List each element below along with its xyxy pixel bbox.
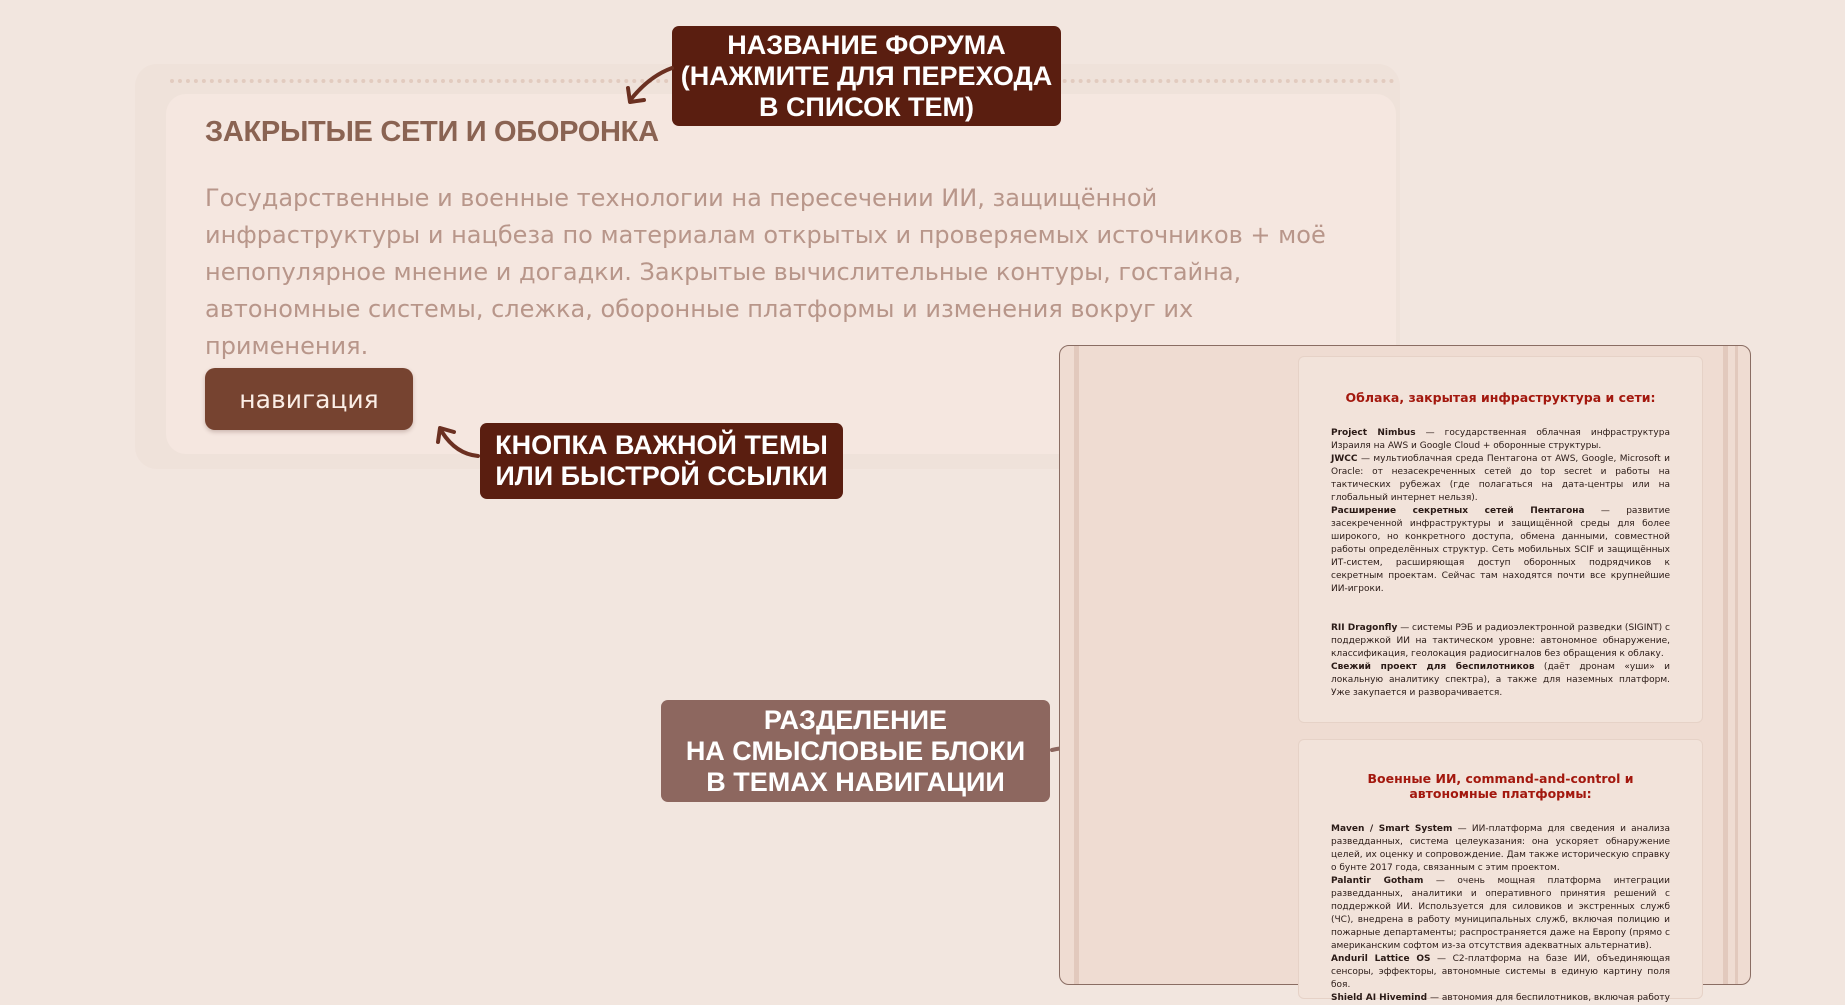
- navigation-topic-preview: [1059, 345, 1751, 1003]
- entry-text: — C2-платформа на базе ИИ, объединяющая сенсоры, эффекторы, автономные системы в единую картину поля боя.: [1331, 954, 1670, 990]
- entry-drone-project: [1331, 661, 1670, 700]
- block-title: Военные ИИ, command-and-control и автономные платформы:: [1367, 771, 1634, 801]
- entry-rii-dragonfly: [1331, 622, 1670, 661]
- entry-name[interactable]: Shield AI Hivemind: [1331, 993, 1428, 1003]
- forum-description: Государственные и военные технологии на пересечении ИИ, защищённой инфраструктуры и нацбеза по материалам открытых и проверяемых источников + моё непопулярное мнение и догадки. Закрытые вычислительные контуры, гостайна, автономные системы, слежка, оборонные платформы и изменения вокруг их применения.: [205, 184, 1326, 360]
- annotation-button-hint: [480, 423, 843, 499]
- entry-text: — ИИ-платформа для сведения и анализа разведданных, система целеуказания: она ускоряет обнаружение целей, их оценку и сопровождение. Дам также историческую справку о бунте 2017 года, связанным с этим проектом.: [1331, 824, 1670, 873]
- entry-maven: [1331, 823, 1670, 875]
- topic-block-military-ai: [1298, 739, 1703, 1003]
- entry-text: — государственная облачная инфраструктура Израиля на AWS и Google Cloud + оборонные структуры.: [1331, 428, 1670, 451]
- entry-project-nimbus: [1331, 427, 1670, 453]
- entry-name[interactable]: JWCC: [1331, 454, 1358, 464]
- entry-text: — системы РЭБ и радиоэлектронной разведки (SIGINT) с поддержкой ИИ на тактическом уровне: автономное обнаружение, классификация, геолокация радиосигналов без обращения к облаку.: [1331, 623, 1670, 659]
- annotation-forum-name-text: НАЗВАНИЕ ФОРУМА (НАЖМИТЕ ДЛЯ ПЕРЕХОДА В СПИСОК ТЕМ): [680, 29, 1053, 122]
- annotation-button-hint-text: КНОПКА ВАЖНОЙ ТЕМЫ ИЛИ БЫСТРОЙ ССЫЛКИ: [495, 430, 828, 491]
- entry-name[interactable]: Project Nimbus: [1331, 428, 1416, 438]
- preview-right-rail: [1723, 346, 1728, 984]
- preview-left-rail: [1074, 346, 1079, 984]
- entry-name[interactable]: Palantir Gotham: [1331, 876, 1424, 886]
- annotation-blocks-hint-text: РАЗДЕЛЕНИЕ НА СМЫСЛОВЫЕ БЛОКИ В ТЕМАХ НАВИГАЦИИ: [685, 704, 1026, 797]
- entry-text: — развитие засекреченной инфраструктуры и защищённой среды для более широкого, но конкретного доступа, обмена данными, совместной работы определённых структур. Сеть мобильных SCIF и защищённых ИТ-систем, расширяющая доступ оборонных подрядчиков к секретным проектам. Сейчас там находятся почти все крупнейшие ИИ-игроки.: [1331, 506, 1670, 594]
- forum-title[interactable]: ЗАКРЫТЫЕ СЕТИ И ОБОРОНКА: [205, 116, 659, 148]
- entry-jwcc: [1331, 453, 1670, 505]
- entry-text: (даёт дронам «уши» и локальную аналитику спектра), а также для наземных платформ. Уже закупается и разворачивается.: [1331, 662, 1670, 698]
- entry-anduril-lattice: [1331, 953, 1670, 992]
- entry-palantir-gotham: [1331, 875, 1670, 953]
- entry-name[interactable]: Расширение секретных сетей Пентагона: [1331, 506, 1585, 516]
- arrow-to-title-icon: [620, 60, 680, 110]
- entry-text: — мультиоблачная среда Пентагона от AWS, Google, Microsoft и Oracle: от незасекреченных сетей до top secret и работы на тактических рубежах (где полагаться на дата-центры или на глобальный интернет нельзя).: [1331, 454, 1670, 503]
- block-title: Облака, закрытая инфраструктура и сети:: [1345, 390, 1656, 405]
- preview-scrollbar[interactable]: [1735, 346, 1738, 984]
- entry-name[interactable]: Anduril Lattice OS: [1331, 954, 1431, 964]
- navigation-button[interactable]: навигация: [205, 368, 413, 430]
- annotation-forum-name: [672, 26, 1061, 126]
- entry-name[interactable]: Свежий проект для беспилотников: [1331, 662, 1535, 672]
- entry-name[interactable]: RII Dragonfly: [1331, 623, 1398, 633]
- arrow-to-button-icon: [432, 420, 482, 466]
- entry-shield-ai: [1331, 992, 1670, 1005]
- entry-text: — автономия для беспилотников, включая работу: [1427, 993, 1670, 1003]
- topic-block-clouds: [1298, 356, 1703, 723]
- annotation-blocks-hint: [661, 700, 1050, 802]
- entry-pentagon-networks: [1331, 505, 1670, 596]
- entry-name[interactable]: Maven / Smart System: [1331, 824, 1453, 834]
- entry-text: — очень мощная платформа интеграции разведданных, аналитики и оперативного принятия решений с поддержкой ИИ. Используется для силовиков и экстренных служб (ЧС), внедрена в работу муниципальных служб, включая полицию и пожарные департаменты; распространяется даже на Европу (прямо с американским софтом из-за отсутствия адекватных альтернатив).: [1331, 876, 1670, 951]
